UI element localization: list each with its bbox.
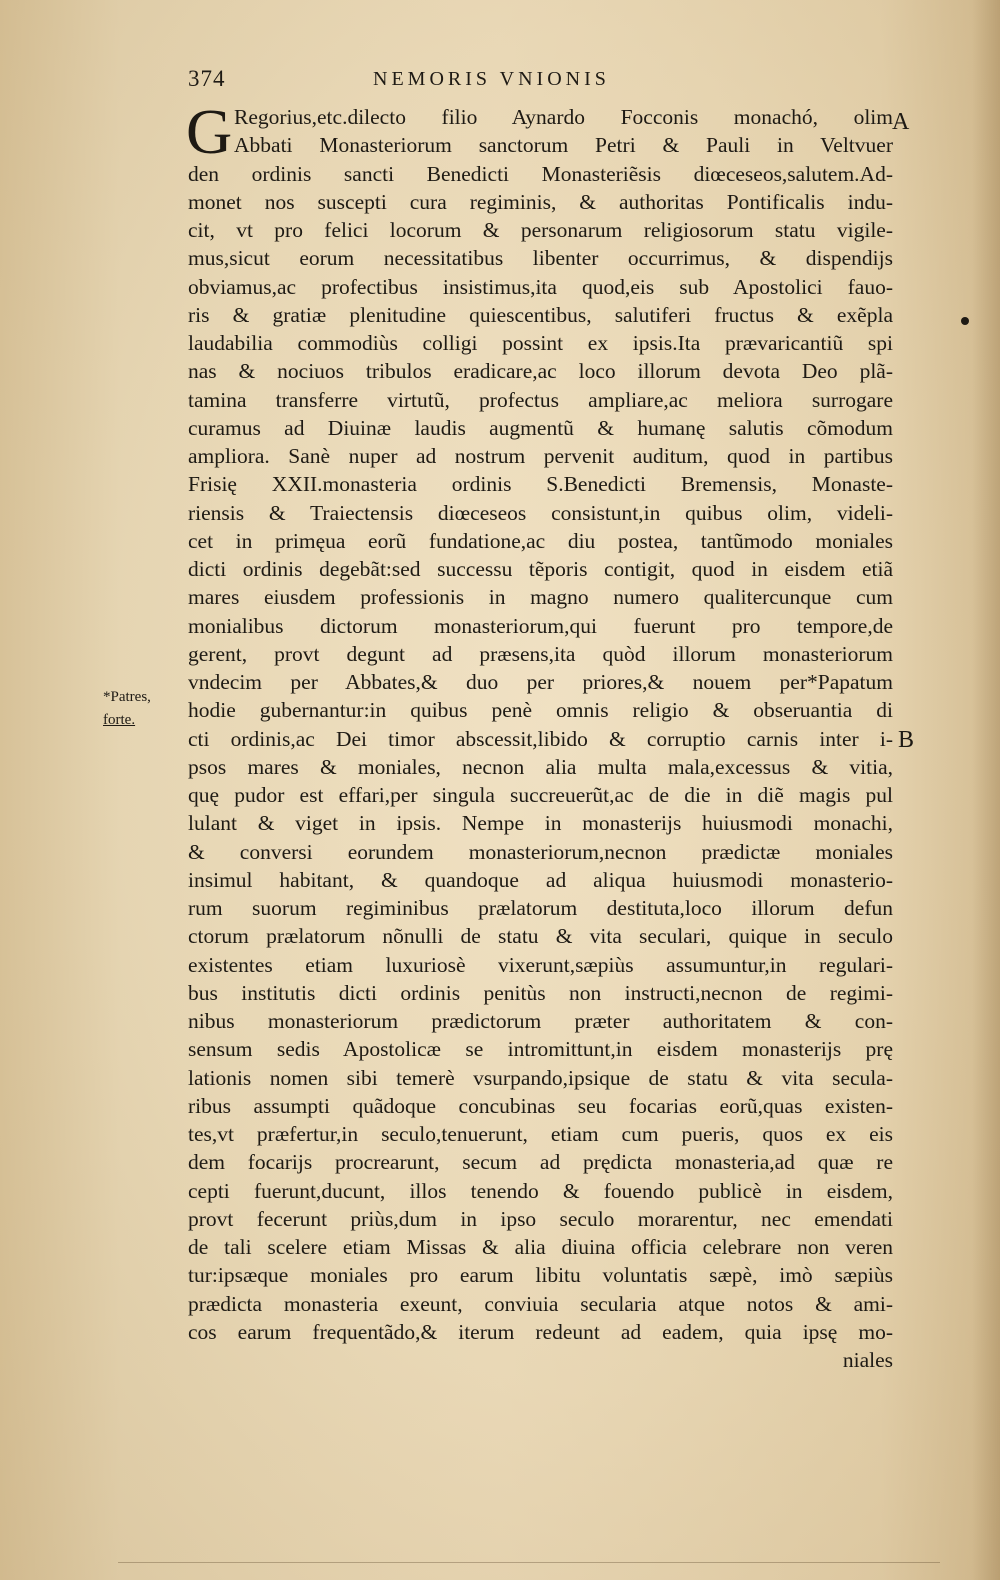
text-line: dem focarijs procrearunt, secum ad prędicta monasteria,ad quæ re	[188, 1150, 893, 1175]
text-line: tes,vt præfertur,in seculo,tenuerunt, etiam cum pueris, quos ex eis	[188, 1122, 893, 1146]
text-line: rum suorum regiminibus prælatorum destituta,loco illorum defun	[188, 896, 893, 920]
text-line: monialibus dictorum monasteriorum,qui fuerunt pro tempore,de	[188, 613, 893, 638]
drop-cap: G	[186, 96, 233, 167]
text-line: den ordinis sancti Benedicti Monasteriẽsis diœceseos,salutem.Ad-	[188, 161, 893, 186]
text-line: ribus assumpti quãdoque concubinas seu focarias eorũ,quas existen-	[188, 1093, 893, 1118]
text-line: curamus ad Diuinæ laudis augmentũ & humanę salutis cõmodum	[188, 415, 893, 440]
main-text	[186, 96, 893, 1374]
text-line: bus institutis dicti ordinis penitùs non instructi,necnon de regimi-	[188, 980, 893, 1005]
text-line: monet nos suscepti cura regiminis, & authoritas Pontificalis indu-	[188, 189, 893, 214]
margin-letter-b: B	[898, 727, 915, 753]
text-line: cit, vt pro felici locorum & personarum religiosorum statu vigile-	[188, 218, 893, 242]
text-line: existentes etiam luxuriosè vixerunt,sæpiùs assumuntur,in regulari-	[188, 952, 893, 977]
text-line: mus,sicut eorum necessitatibus libenter occurrimus, & dispendijs	[188, 246, 893, 271]
side-note-line: *Patres,	[103, 689, 151, 705]
text-line: ris & gratiæ plenitudine quiescentibus, salutiferi fructus & exẽpla	[188, 302, 893, 327]
text-line: Frisię XXII.monasteria ordinis S.Benedicti Bremensis, Monaste-	[188, 472, 893, 497]
text-line: & conversi eorundem monasteriorum,necnon prædictæ moniales	[188, 839, 893, 864]
margin-letter-a: A	[892, 109, 910, 135]
text-line: cti ordinis,ac Dei timor abscessit,libido & corruptio carnis inter i-	[188, 726, 893, 751]
text-line: cet in primęua eorũ fundatione,ac diu postea, tantũmodo moniales	[188, 528, 893, 553]
text-line: laudabilia commodiùs colligi possint ex ipsis.Ita prævaricantiũ spi	[188, 331, 893, 355]
text-line: obviamus,ac profectibus insistimus,ita quod,eis sub Apostolici fauo-	[188, 274, 893, 299]
text-line: dicti ordinis degebãt:sed successu tẽporis contigit, quod in eisdem etiã	[188, 557, 893, 581]
bottom-rule	[118, 1562, 940, 1563]
side-note-line: forte.	[103, 712, 136, 728]
text-line: psos mares & moniales, necnon alia multa mala,excessus & vitia,	[188, 754, 893, 779]
ink-dot	[961, 317, 969, 325]
text-line: hodie gubernantur:in quibus penè omnis religio & obseruantia di	[188, 698, 893, 723]
text-line: ampliora. Sanè nuper ad nostrum pervenit auditum, quod in partibus	[188, 444, 893, 468]
text-line: nas & nociuos tribulos eradicare,ac loco illorum devota Deo plã-	[188, 359, 893, 384]
side-note	[103, 686, 151, 732]
page-edge-shadow	[972, 0, 1000, 1580]
text-line: lulant & viget in ipsis. Nempe in monasterijs huiusmodi monachi,	[188, 811, 893, 836]
text-line: mares eiusdem professionis in magno numero qualitercunque cum	[188, 585, 893, 610]
text-line: riensis & Traiectensis diœceseos consistunt,in quibus olim, videli-	[188, 500, 893, 525]
text-line: insimul habitant, & quandoque ad aliqua huiusmodi monasterio-	[188, 867, 893, 892]
text-line: gerent, provt degunt ad præsens,ita quòd illorum monasteriorum	[188, 641, 893, 666]
page-header	[188, 66, 893, 96]
text-line: provt fecerunt priùs,dum in ipso seculo morarentur, nec emendati	[188, 1206, 893, 1231]
text-line: Regorius,etc.dilecto filio Aynardo Focconis monachó, olim	[234, 105, 893, 129]
text-line: sensum sedis Apostolicæ se intromittunt,in eisdem monasterijs prę	[188, 1037, 893, 1062]
text-line: cepti fuerunt,ducunt, illos tenendo & fouendo publicè in eisdem,	[188, 1178, 893, 1203]
text-line: ctorum prælatorum nõnulli de statu & vita seculari, quique in seculo	[188, 924, 893, 949]
text-line: quę pudor est effari,per singula succreuerũt,ac de die in diẽ magis pul	[188, 783, 893, 807]
text-line: lationis nomen sibi temerè vsurpando,ipsique de statu & vita secula-	[188, 1065, 893, 1090]
text-line: vndecim per Abbates,& duo per priores,& nouem per*Papatum	[188, 670, 893, 694]
text-line: cos earum frequentãdo,& iterum redeunt ad eadem, quia ipsę mo-	[188, 1319, 893, 1344]
page-number: 374	[188, 66, 226, 91]
text-line: de tali scelere etiam Missas & alia diuina officia celebrare non veren	[188, 1235, 893, 1259]
text-line: nibus monasteriorum prædictorum præter authoritatem & con-	[188, 1009, 893, 1033]
text-line: tamina transferre virtutũ, profectus ampliare,ac meliora surrogare	[188, 387, 893, 412]
catchword: niales	[842, 1348, 893, 1372]
text-line: tur:ipsæque moniales pro earum libitu voluntatis sæpè, imò sæpiùs	[188, 1263, 893, 1288]
running-head: NEMORIS VNIONIS	[373, 68, 610, 90]
text-line: Abbati Monasteriorum sanctorum Petri & Pauli in Veltvuer	[234, 133, 893, 158]
text-line: prædicta monasteria exeunt, conviuia secularia atque notos & ami-	[188, 1291, 893, 1316]
